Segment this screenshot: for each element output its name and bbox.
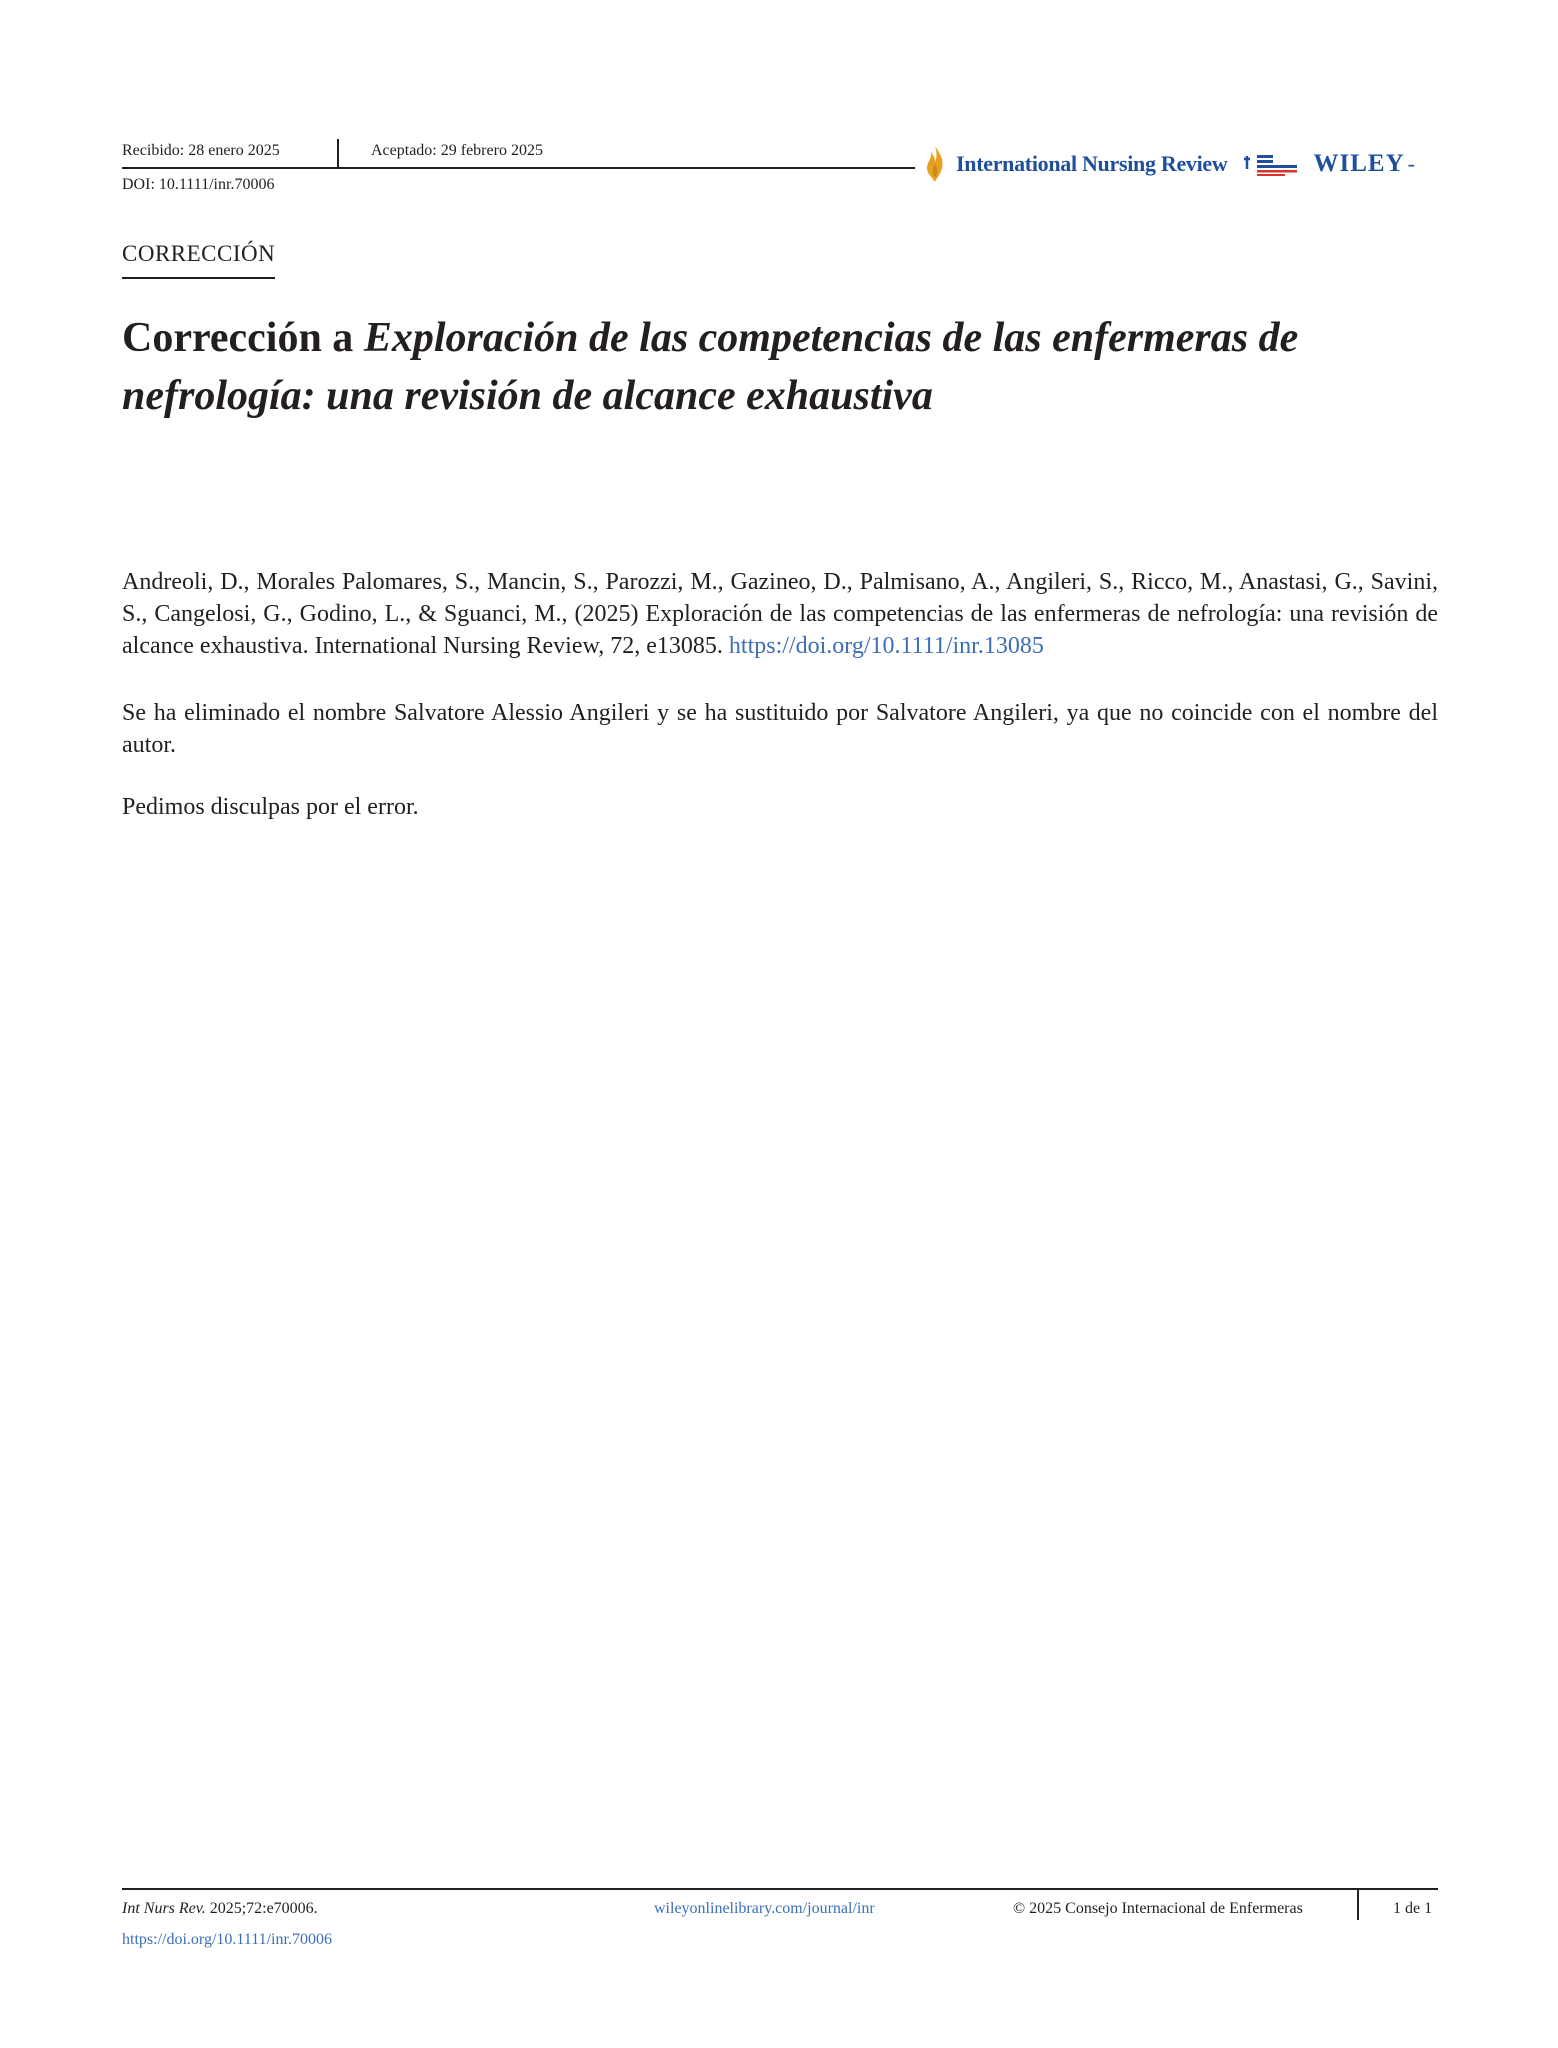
correction-paragraph: Se ha eliminado el nombre Salvatore Alessio Angileri y se ha sustituido por Salvatore Angileri, ya que no coincide con el nombre del autor. bbox=[122, 700, 1438, 758]
footer-journal-abbrev: Int Nurs Rev. bbox=[122, 1900, 206, 1917]
footer-volume-info: 2025;72:e70006. bbox=[209, 1900, 318, 1917]
footer-divider bbox=[1357, 1888, 1359, 1920]
article-title bbox=[122, 309, 1442, 425]
footer-doi-link[interactable]: https://doi.org/10.1111/inr.70006 bbox=[122, 1931, 332, 1948]
footer-website-link[interactable]: wileyonlinelibrary.com/journal/inr bbox=[654, 1900, 875, 1917]
footer-rule bbox=[122, 1888, 1438, 1890]
received-date: Recibido: 28 enero 2025 bbox=[122, 142, 280, 159]
footer-copyright: © 2025 Consejo Internacional de Enfermeras bbox=[1013, 1900, 1303, 1917]
citation-paragraph bbox=[122, 566, 1438, 662]
flame-icon bbox=[922, 144, 948, 184]
footer-citation bbox=[122, 1899, 318, 1919]
title-prefix: Corrección a bbox=[122, 315, 364, 361]
page-number: 1 de 1 bbox=[1393, 1900, 1433, 1917]
citation-text: Andreoli, D., Morales Palomares, S., Mancin, S., Parozzi, M., Gazineo, D., Palmisano, A., Angileri, S., Ricco, M., Anastasi, G., Savini, S., Cangelosi, G., Godino, L., & Sguanci, M., (2025) Exploración de las competencias de las enfermeras de nefrología: una revisión de alcance exhaustiva. International Nursing Review, 72, e13085. bbox=[122, 569, 1438, 659]
apology-paragraph: Pedimos disculpas por el error. bbox=[122, 794, 419, 820]
header-rule bbox=[122, 167, 915, 169]
citation-doi-link[interactable]: https://doi.org/10.1111/inr.13085 bbox=[728, 633, 1044, 659]
header-divider bbox=[337, 139, 339, 169]
title-italic-line2: nefrología: una revisión de alcance exhaustiva bbox=[122, 373, 933, 419]
journal-name: International Nursing Review bbox=[956, 151, 1228, 176]
article-doi: DOI: 10.1111/inr.70006 bbox=[122, 176, 275, 193]
publisher-name: WILEY bbox=[1313, 150, 1405, 177]
publisher-suffix: - bbox=[1407, 151, 1415, 176]
section-label: CORRECCIÓN bbox=[122, 239, 275, 279]
journal-publisher-logo[interactable] bbox=[922, 142, 1415, 186]
accepted-date: Aceptado: 29 febrero 2025 bbox=[371, 142, 543, 159]
title-italic-line1: Exploración de las competencias de las enfermeras de bbox=[363, 315, 1299, 361]
icn-logo-icon bbox=[1240, 149, 1306, 179]
